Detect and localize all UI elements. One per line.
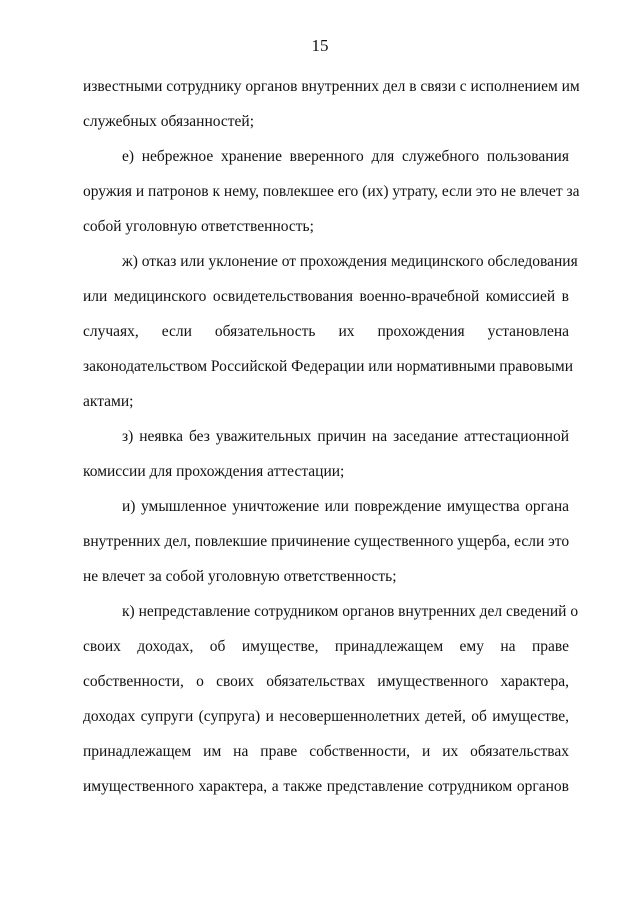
clause-zh-line: ж) отказ или уклонение от прохождения медицинского обследования xyxy=(122,253,578,270)
text-line: собственности, о своих обязательствах имущественного характера, xyxy=(83,673,569,690)
text-line: доходах супруги (супруга) и несовершеннолетних детей, об имуществе, xyxy=(83,708,569,725)
clause-i-line: и) умышленное уничтожение или повреждение имущества органа xyxy=(122,498,569,515)
text-line: внутренних дел, повлекшие причинение существенного ущерба, если это xyxy=(83,533,570,550)
text-line: комиссии для прохождения аттестации; xyxy=(83,463,345,480)
page-number: 15 xyxy=(311,36,329,55)
clause-k-line: к) непредставление сотрудником органов внутренних дел сведений о xyxy=(122,603,579,620)
clause-e-line: е) небрежное хранение вверенного для служебного пользования xyxy=(122,148,569,165)
text-line: оружия и патронов к нему, повлекшее его (их) утрату, если это не влечет за xyxy=(83,183,580,200)
text-line: случаях, если обязательность их прохождения установлена xyxy=(83,323,569,340)
text-line: законодательством Российской Федерации или нормативными правовыми xyxy=(83,358,573,375)
document-body xyxy=(83,76,580,811)
text-line: или медицинского освидетельствования военно-врачебной комиссией в xyxy=(83,288,569,305)
text-line: собой уголовную ответственность; xyxy=(83,218,314,235)
text-line: принадлежащем им на праве собственности, и их обязательствах xyxy=(83,743,569,760)
text-line: имущественного характера, а также представление сотрудником органов xyxy=(83,778,569,795)
text-line: не влечет за собой уголовную ответственность; xyxy=(83,568,397,585)
text-line: известными сотруднику органов внутренних дел в связи с исполнением им xyxy=(83,78,580,95)
text-line: актами; xyxy=(83,393,134,410)
text-line: служебных обязанностей; xyxy=(83,113,255,130)
text-line: своих доходах, об имуществе, принадлежащем ему на праве xyxy=(83,638,569,655)
clause-z-line: з) неявка без уважительных причин на заседание аттестационной xyxy=(122,428,569,445)
